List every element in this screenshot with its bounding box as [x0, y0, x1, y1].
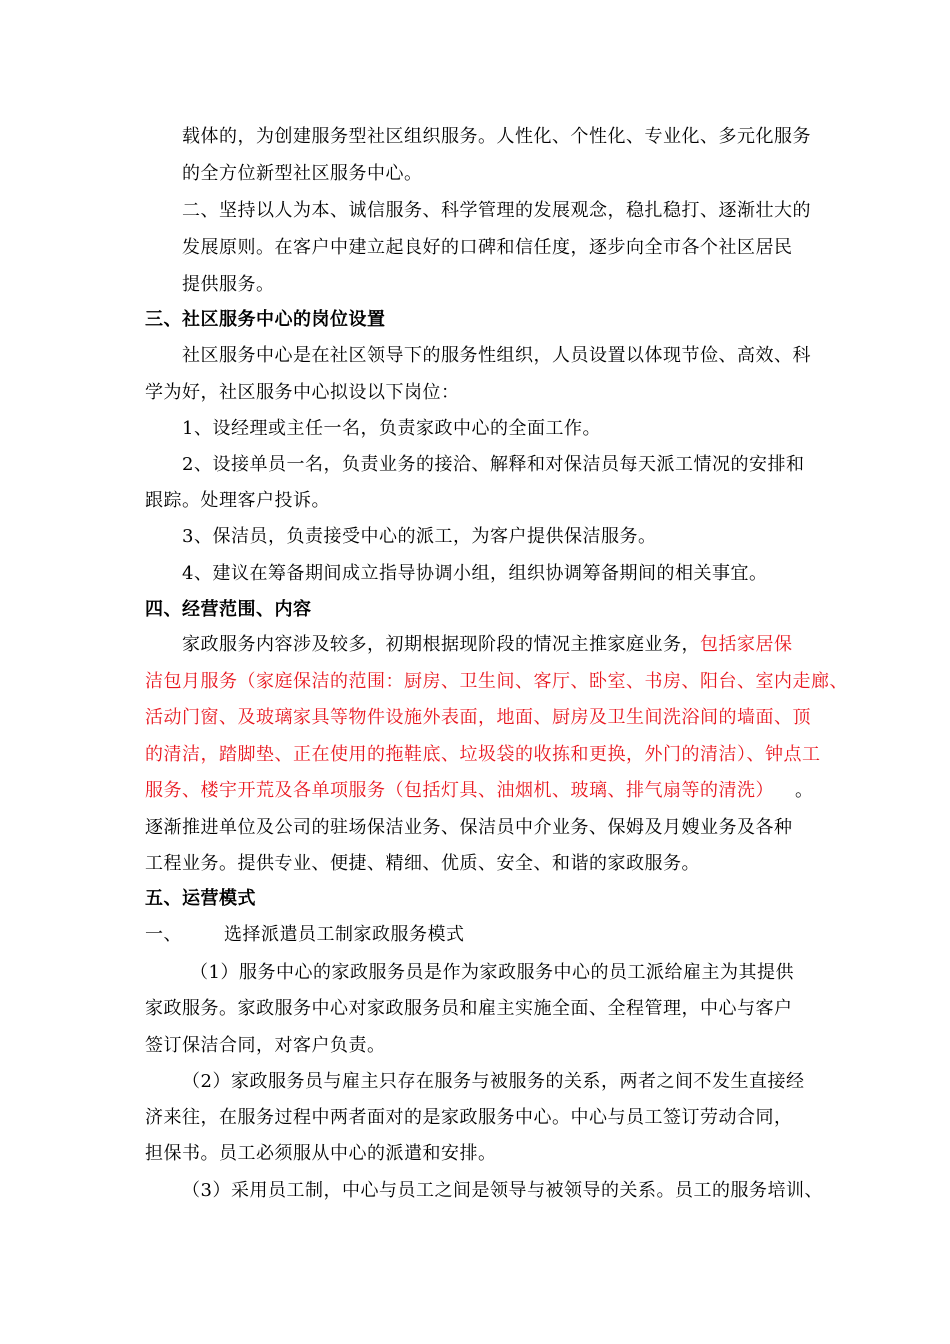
para-line: 家政服务。家政服务中心对家政服务员和雇主实施全面、全程管理，中心与客户 — [145, 998, 793, 1019]
para-line: 提供服务。 — [182, 274, 275, 295]
para-line: 逐渐推进单位及公司的驻场保洁业务、保洁员中介业务、保姆及月嫂业务及各种 — [145, 817, 793, 838]
highlight-text: 服务、楼宇开荒及各单项服务（包括灯具、油烟机、玻璃、排气扇等的清洗） — [145, 780, 765, 801]
para-line — [145, 778, 814, 804]
para-line: 社区服务中心是在社区领导下的服务性组织，人员设置以体现节俭、高效、科 — [182, 345, 811, 366]
para-line: 跟踪。处理客户投诉。 — [145, 490, 330, 511]
para-line: 二、坚持以人为本、诚信服务、科学管理的发展观念，稳扎稳打、逐渐壮大的 — [182, 200, 811, 221]
list-item: 2、设接单员一名，负责业务的接洽、解释和对保洁员每天派工情况的安排和 — [182, 454, 805, 475]
para-line: 工程业务。提供专业、便捷、精细、优质、安全、和谐的家政服务。 — [145, 853, 700, 874]
para-line: （3）采用员工制，中心与员工之间是领导与被领导的关系。员工的服务培训、 — [182, 1180, 823, 1201]
subsection-number: 一、 — [145, 924, 182, 945]
para-line: 发展原则。在客户中建立起良好的口碑和信任度，逐步向全市各个社区居民 — [182, 237, 793, 258]
para-line — [182, 632, 793, 658]
highlight-line: 洁包月服务（家庭保洁的范围：厨房、卫生间、客厅、卧室、书房、阳台、室内走廊、 — [145, 671, 848, 692]
para-line: 签订保洁合同，对客户负责。 — [145, 1035, 386, 1056]
section-heading: 四、经营范围、内容 — [145, 599, 312, 620]
list-item: 3、保洁员，负责接受中心的派工，为客户提供保洁服务。 — [182, 526, 657, 547]
highlight-text: 包括家居保 — [700, 634, 793, 655]
para-text: 。 — [795, 780, 814, 801]
subsection-title: 选择派遣员工制家政服务模式 — [224, 924, 465, 945]
list-item: 1、设经理或主任一名，负责家政中心的全面工作。 — [182, 418, 601, 439]
subsection-heading — [145, 922, 465, 948]
para-line: 学为好，社区服务中心拟设以下岗位： — [145, 382, 460, 403]
section-heading: 五、运营模式 — [145, 888, 256, 909]
para-line: 担保书。员工必须服从中心的派遣和安排。 — [145, 1143, 497, 1164]
para-line: 的全方位新型社区服务中心。 — [182, 163, 423, 184]
highlight-line: 活动门窗、及玻璃家具等物件设施外表面，地面、厨房及卫生间洗浴间的墙面、顶 — [145, 707, 811, 728]
section-heading: 三、社区服务中心的岗位设置 — [145, 309, 386, 330]
para-line: 济来往，在服务过程中两者面对的是家政服务中心。中心与员工签订劳动合同， — [145, 1107, 793, 1128]
highlight-line: 的清洁，踏脚垫、正在使用的拖鞋底、垃圾袋的收拣和更换，外门的清洁）、钟点工 — [145, 744, 821, 765]
para-line: （2）家政服务员与雇主只存在服务与被服务的关系，两者之间不发生直接经 — [182, 1071, 805, 1092]
para-line: （1）服务中心的家政服务员是作为家政服务中心的员工派给雇主为其提供 — [190, 962, 794, 983]
para-line: 载体的，为创建服务型社区组织服务。人性化、个性化、专业化、多元化服务 — [182, 126, 811, 147]
list-item: 4、建议在筹备期间成立指导协调小组，组织协调筹备期间的相关事宜。 — [182, 563, 768, 584]
para-text: 家政服务内容涉及较多，初期根据现阶段的情况主推家庭业务， — [182, 634, 700, 655]
